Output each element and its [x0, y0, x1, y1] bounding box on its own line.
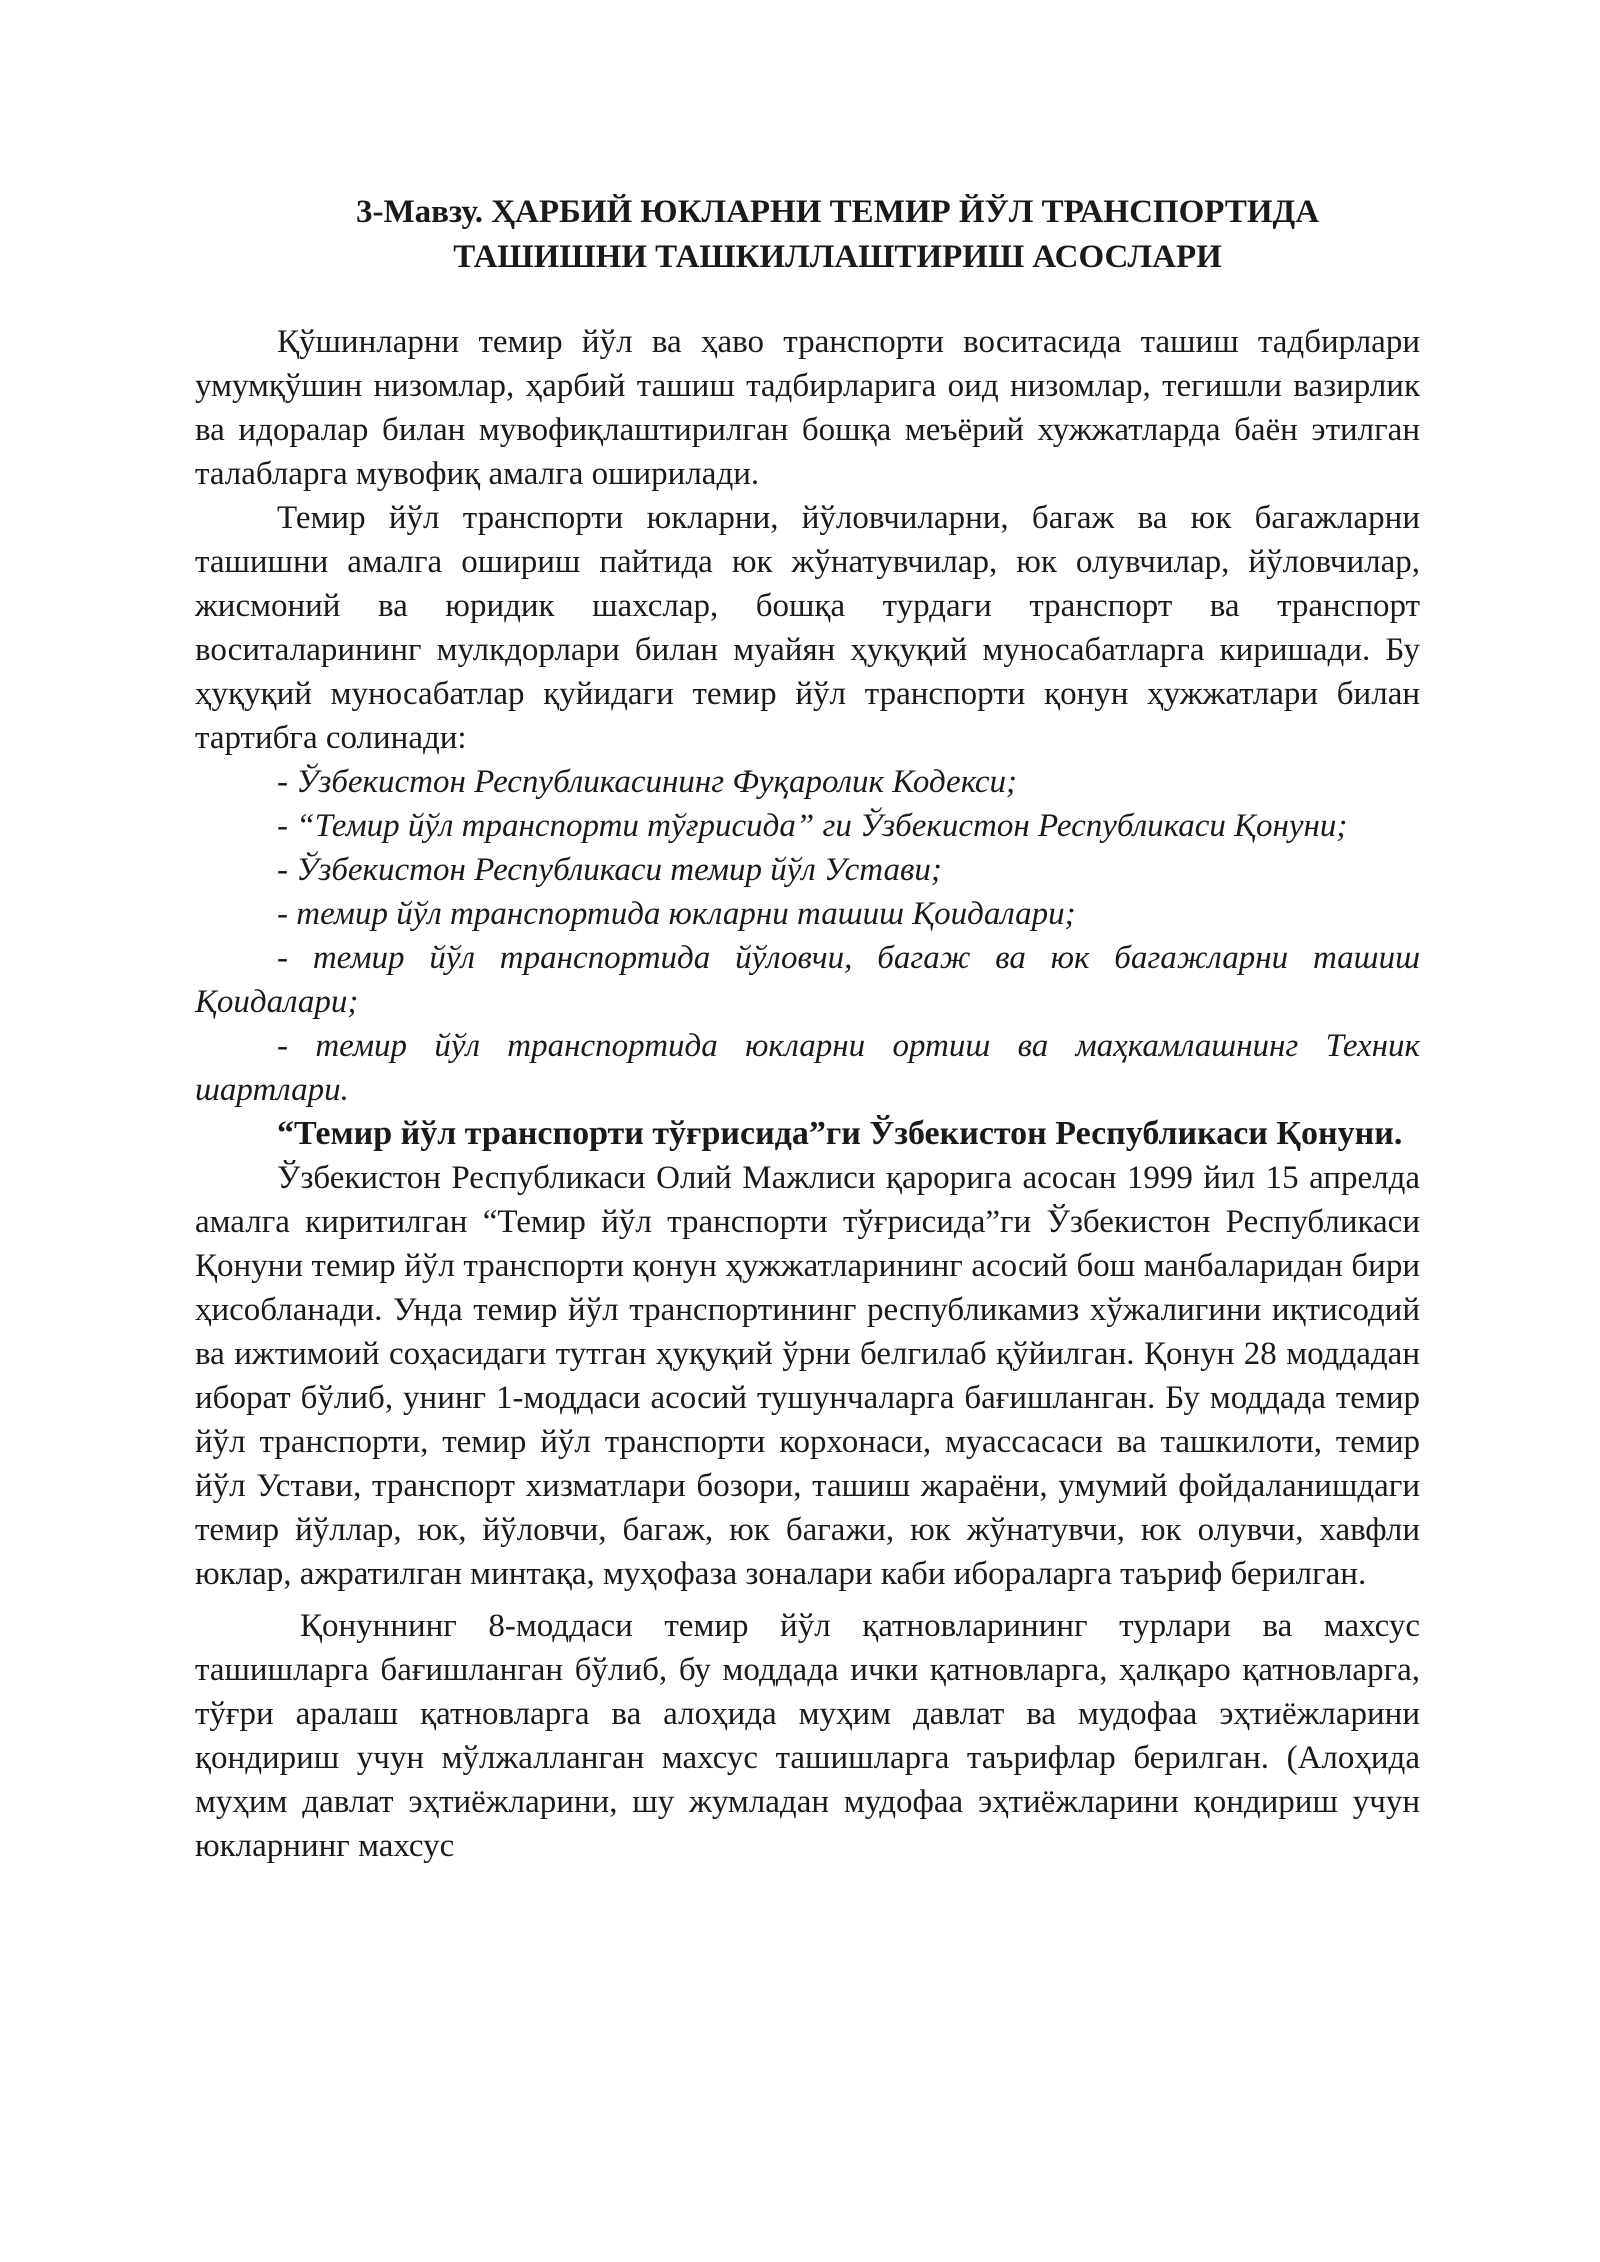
list-item-passenger-rules: - темир йўл транспортида йўловчи, багаж ва юк багажларни ташиш Қоидалари; — [195, 940, 1420, 1020]
document-page — [195, 190, 1420, 1868]
title-line-1: 3-Мавзу. ҲАРБИЙ ЮКЛАРНИ ТЕМИР ЙЎЛ ТРАНСПОРТИДА — [355, 194, 1320, 230]
title-line-2: ТАШИШНИ ТАШКИЛЛАШТИРИШ АСОСЛАРИ — [453, 239, 1222, 275]
list-item-technical-conditions: - темир йўл транспортида юкларни ортиш ва маҳкамлашнинг Техник шартлари. — [195, 1028, 1420, 1108]
paragraph-article-8: Қонуннинг 8-моддаси темир йўл қатновларининг турлари ва махсус ташишларга бағишланган бўлиб, бу моддада ички қатновларга, ҳалқаро қатновларга, тўғри аралаш қатновларга ва алоҳида муҳим давлат ва мудофаа эҳтиёжларини қондириш учун мўлжалланган махсус ташишларга таърифлар берилган. (Алоҳида муҳим давлат эҳтиёжларини, шу жумладан мудофаа эҳтиёжларини қондириш учун юкларнинг махсус — [195, 1608, 1420, 1864]
paragraph-legal-relations: Темир йўл транспорти юкларни, йўловчиларни, багаж ва юк багажларни ташишни амалга ошириш пайтида юк жўнатувчилар, юк олувчилар, йўловчилар, жисмоний ва юридик шахслар, бошқа турдаги транспорт ва транспорт воситаларининг мулкдорлари билан муайян ҳуқуқий муносабатларга киришади. Бу ҳуқуқий муносабатлар қуйидаги темир йўл транспорти қонун ҳужжатлари билан тартибга солинади: — [195, 500, 1420, 756]
section-heading-law: “Темир йўл транспорти тўғрисида”ги Ўзбекистон Республикаси Қонуни. — [277, 1115, 1403, 1152]
list-item-railway-charter: - Ўзбекистон Республикаси темир йўл Устави; — [277, 852, 942, 888]
list-item-cargo-rules: - темир йўл транспортида юкларни ташиш Қоидалари; — [277, 896, 1076, 932]
paragraph-law-description: Ўзбекистон Республикаси Олий Мажлиси қарорига асосан 1999 йил 15 апрелда амалга киритилган “Темир йўл транспорти тўғрисида”ги Ўзбекистон Республикаси Қонуни темир йўл транспорти қонун ҳужжатларининг асосий бош манбаларидан бири ҳисобланади. Унда темир йўл транспортининг республикамиз хўжалигини иқтисодий ва ижтимоий соҳасидаги тутган ҳуқуқий ўрни белгилаб қўйилган. Қонун 28 моддадан иборат бўлиб, унинг 1-моддаси асосий тушунчаларга бағишланган. Бу моддада темир йўл транспорти, темир йўл транспорти корхонаси, муассасаси ва ташкилоти, темир йўл Устави, транспорт хизматлари бозори, ташиш жараёни, умумий фойдаланишдаги темир йўллар, юк, йўловчи, багаж, юк багажи, юк жўнатувчи, юк олувчи, хавфли юклар, ажратилган минтақа, муҳофаза зоналари каби ибораларга таъриф берилган. — [195, 1160, 1420, 1592]
paragraph-intro: Қўшинларни темир йўл ва ҳаво транспорти воситасида ташиш тадбирлари умумқўшин низомлар, ҳарбий ташиш тадбирларига оид низомлар, тегишли вазирлик ва идоралар билан мувофиқлаштирилган бошқа меъёрий хужжатларда баён этилган талабларга мувофиқ амалга оширилади. — [195, 324, 1420, 492]
page-title — [195, 190, 1420, 280]
list-item-civil-code: - Ўзбекистон Республикасининг Фуқаролик Кодекси; — [277, 764, 1018, 800]
list-item-railway-law: - “Темир йўл транспорти тўғрисида” ги Ўзбекистон Республикаси Қонуни; — [277, 808, 1348, 844]
